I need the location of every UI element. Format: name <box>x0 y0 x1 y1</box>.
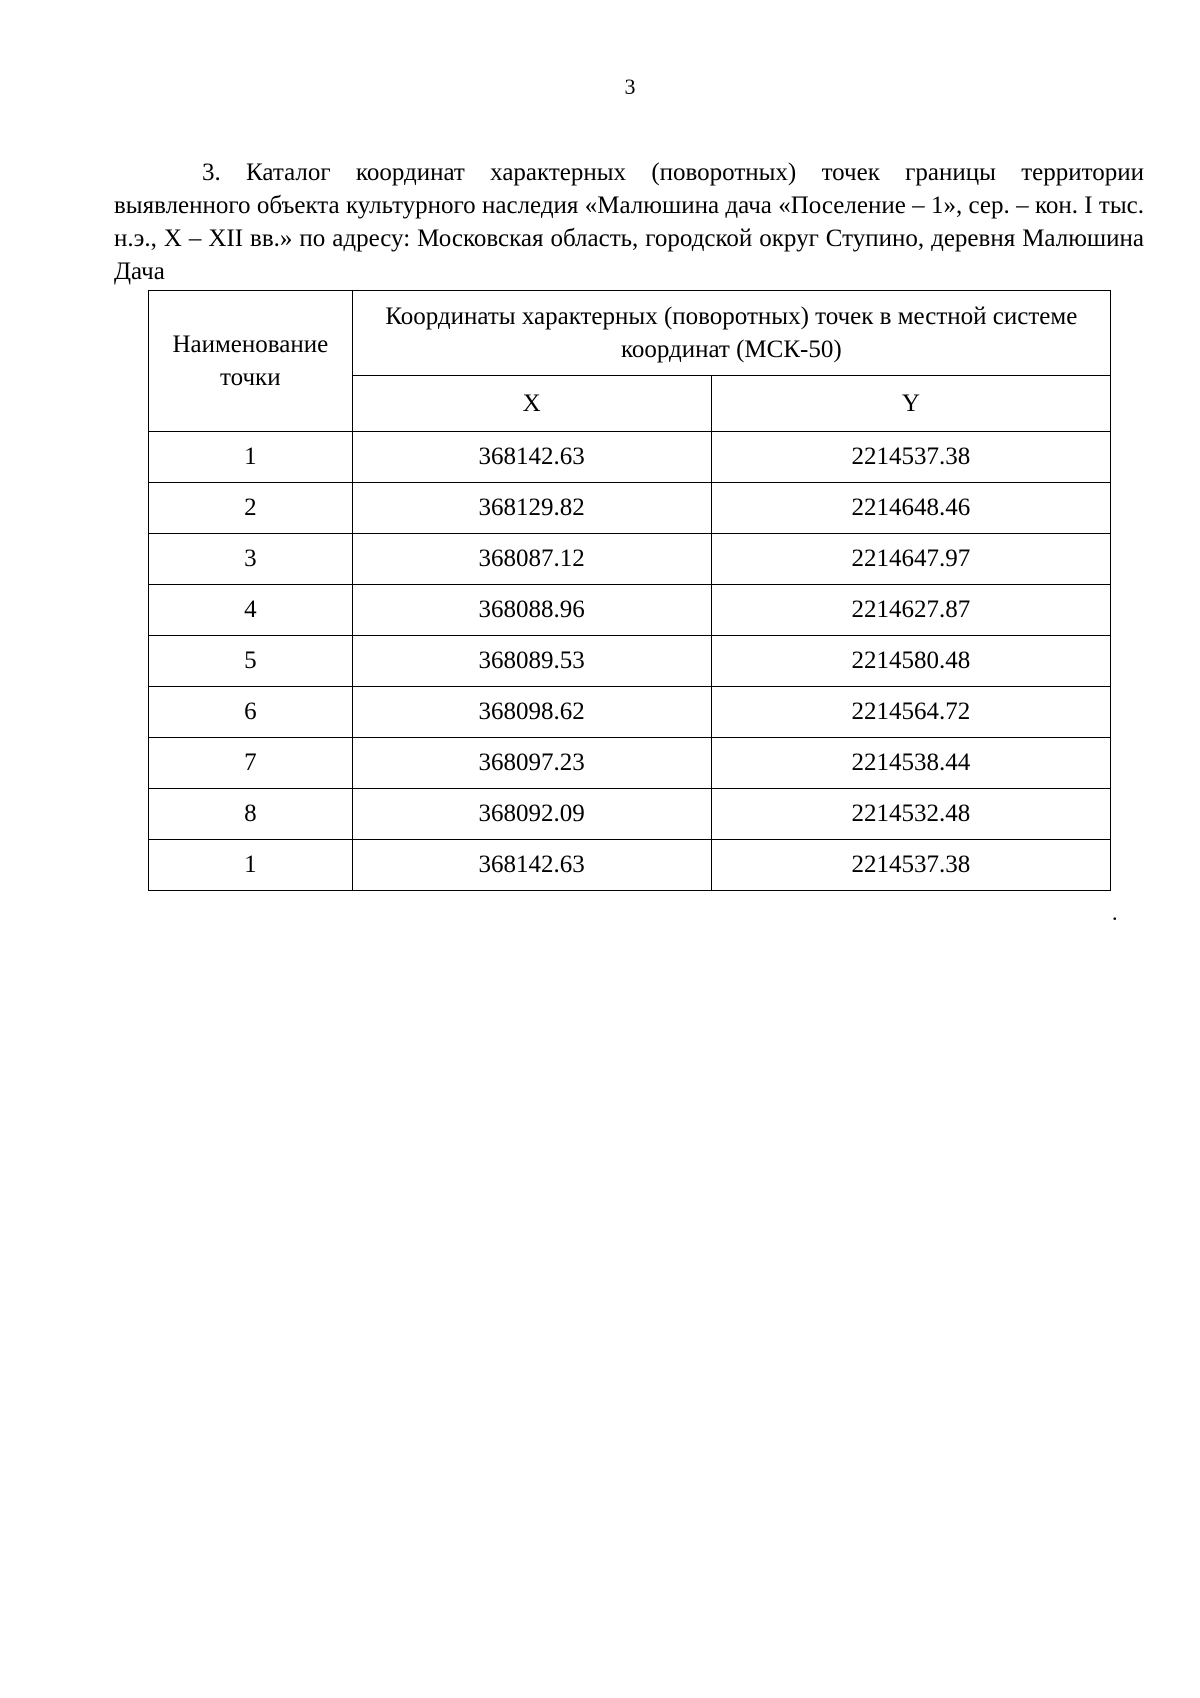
cell-x: 368092.09 <box>352 789 711 840</box>
table-row <box>149 789 1111 840</box>
cell-y: 2214564.72 <box>711 687 1110 738</box>
cell-x: 368142.63 <box>352 840 711 891</box>
cell-y: 2214532.48 <box>711 789 1110 840</box>
cell-y: 2214647.97 <box>711 534 1110 585</box>
cell-point-name: 3 <box>149 534 353 585</box>
table-row <box>149 738 1111 789</box>
header-x: X <box>352 376 711 432</box>
table-row <box>149 687 1111 738</box>
cell-point-name: 2 <box>149 483 353 534</box>
cell-point-name: 7 <box>149 738 353 789</box>
table-row <box>149 636 1111 687</box>
header-coordinates: Координаты характерных (поворотных) точек в местной системе координат (МСК-50) <box>352 291 1110 376</box>
table-row <box>149 840 1111 891</box>
trailing-mark: . <box>1112 900 1118 925</box>
cell-point-name: 4 <box>149 585 353 636</box>
cell-point-name: 5 <box>149 636 353 687</box>
page-number: 3 <box>624 74 636 99</box>
table-row <box>149 432 1111 483</box>
cell-y: 2214648.46 <box>711 483 1110 534</box>
cell-point-name: 6 <box>149 687 353 738</box>
header-y: Y <box>711 376 1110 432</box>
cell-y: 2214538.44 <box>711 738 1110 789</box>
cell-x: 368088.96 <box>352 585 711 636</box>
cell-x: 368089.53 <box>352 636 711 687</box>
cell-x: 368142.63 <box>352 432 711 483</box>
cell-y: 2214580.48 <box>711 636 1110 687</box>
cell-x: 368097.23 <box>352 738 711 789</box>
header-point-name: Наименование точки <box>149 291 353 432</box>
cell-y: 2214537.38 <box>711 840 1110 891</box>
catalog-title-paragraph: 3. Каталог координат характерных (поворотных) точек границы территории выявленного объекта культурного наследия «Малюшина дача «Поселение – 1», сер. – кон. I тыс. н.э., X – XII вв.» по адресу: Московская область, городской округ Ступино, деревня Малюшина Дача <box>114 159 1144 285</box>
cell-x: 368129.82 <box>352 483 711 534</box>
coordinates-table <box>148 290 1111 891</box>
cell-y: 2214537.38 <box>711 432 1110 483</box>
table-row <box>149 483 1111 534</box>
cell-x: 368098.62 <box>352 687 711 738</box>
cell-y: 2214627.87 <box>711 585 1110 636</box>
table-row <box>149 585 1111 636</box>
cell-point-name: 8 <box>149 789 353 840</box>
table-row <box>149 534 1111 585</box>
cell-point-name: 1 <box>149 432 353 483</box>
cell-point-name: 1 <box>149 840 353 891</box>
cell-x: 368087.12 <box>352 534 711 585</box>
